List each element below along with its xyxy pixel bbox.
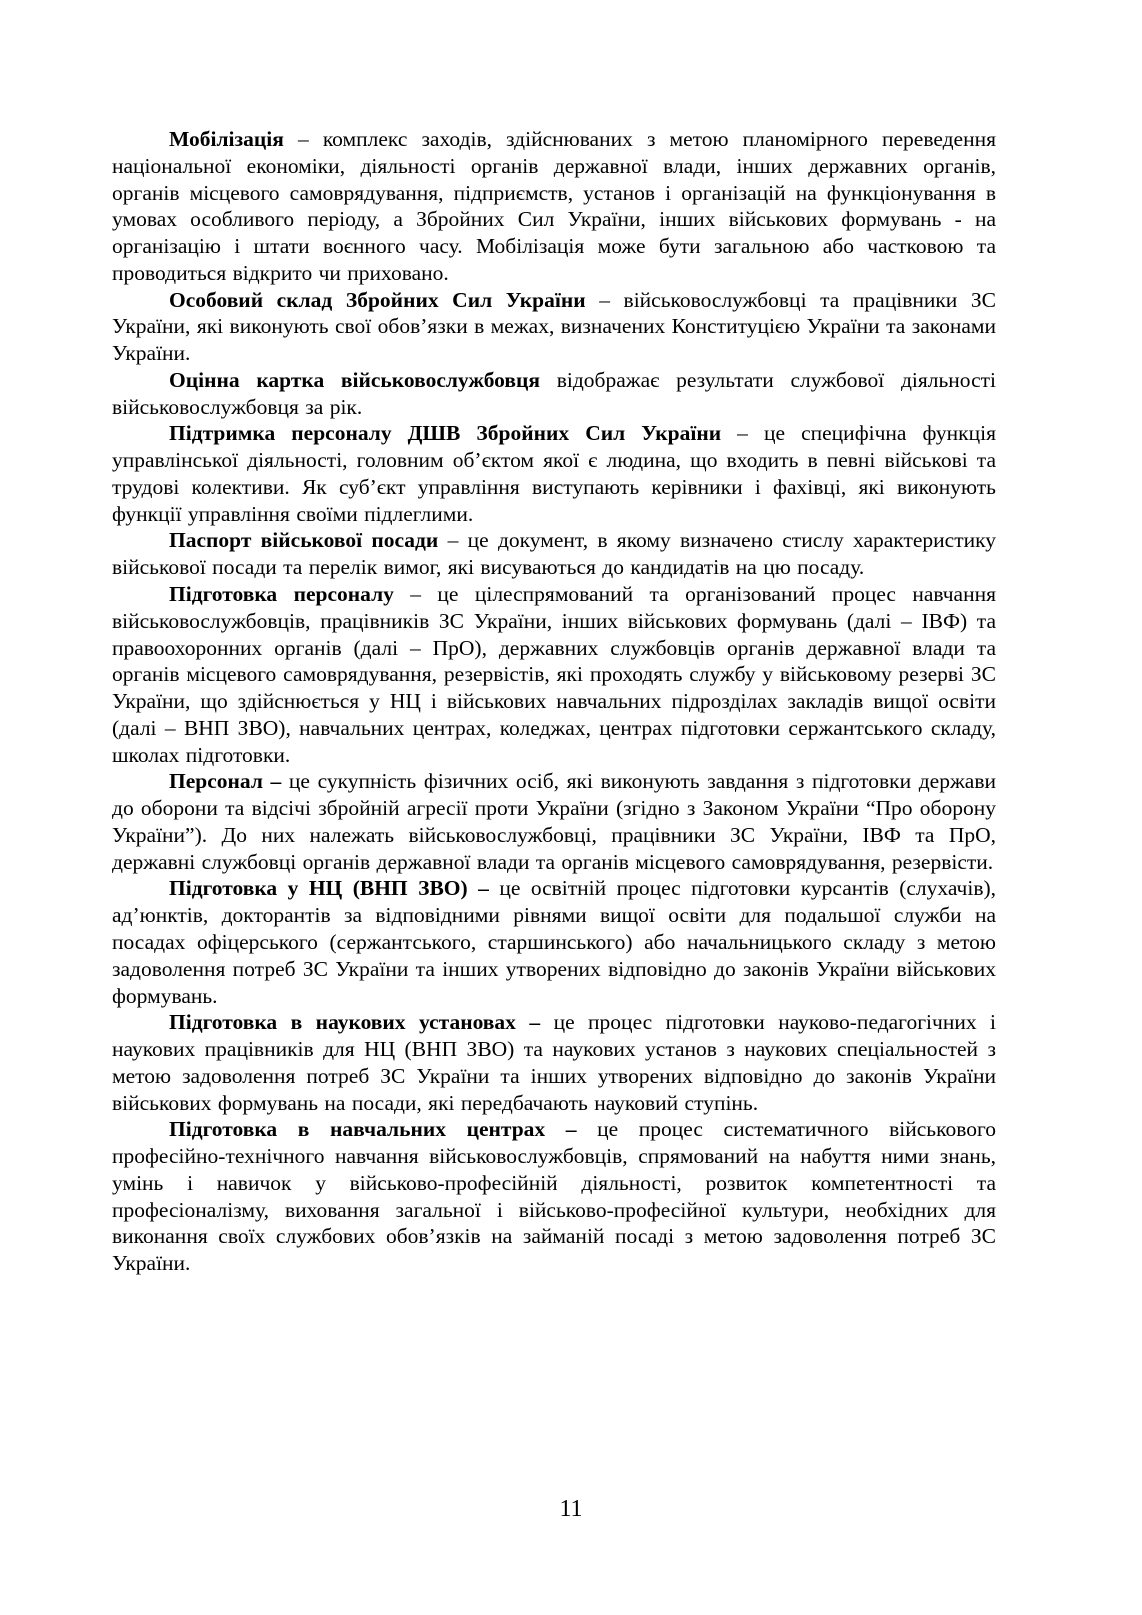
definition-term: Особовий склад Збройних Сил України — [169, 287, 586, 312]
definition-paragraph — [112, 1009, 996, 1116]
definition-text: відображає результати службової діяльності військовослужбовця за рік. — [112, 367, 996, 419]
definition-term: Підготовка в наукових установах – — [169, 1010, 541, 1035]
definition-paragraph — [112, 768, 996, 875]
definition-paragraph — [112, 367, 996, 421]
definition-term: Оцінна картка військовослужбовця — [169, 367, 541, 392]
definition-term: Підготовка персоналу — [169, 582, 394, 607]
definition-term: Паспорт військової посади — [169, 528, 439, 553]
definition-text: це сукупність фізичних осіб, які виконують завдання з підготовки держави до оборони та відсічі збройній агресії проти України (згідно з Законом України “Про оборону України”). До них належать військовослужбовці, працівники ЗС України, ІВФ та ПрО, державні службовці органів державної влади та органів місцевого самоврядування, резервісти. — [112, 769, 997, 874]
definition-term: Персонал – — [169, 769, 282, 794]
definition-text: – військовослужбовці та працівники ЗС України, які виконують свої обов’язки в межах, визначених Конституцією України та законами України. — [112, 287, 997, 366]
definition-text: – це цілеспрямований та організований процес навчання військовослужбовців, працівників ЗС України, інших військових формувань (далі – ІВФ) та правоохоронних органів (далі – ПрО), державних службовців органів державної влади та органів місцевого самоврядування, резервістів, які проходять службу у військовому резерві ЗС України, що здійснюється у НЦ і військових навчальних підрозділах закладів вищої освіти (далі – ВНП ЗВО), навчальних центрах, коледжах, центрах підготовки сержантського складу, школах підготовки. — [112, 582, 996, 767]
definition-text: – це документ, в якому визначено стислу характеристику військової посади та перелік вимог, які висуваються до кандидатів на цю посаду. — [112, 528, 997, 580]
definition-paragraph — [112, 287, 996, 367]
definition-text: – комплекс заходів, здійснюваних з метою планомірного переведення національної економіки, діяльності органів державної влади, інших державних органів, органів місцевого самоврядування, підприємств, установ і організацій на функціонування в умовах особливого періоду, а Збройних Сил України, інших військових формувань - на організацію і штати воєнного часу. Мобілізація може бути загальною або частковою та проводиться відкрито чи приховано. — [112, 127, 996, 285]
definition-text: – це специфічна функція управлінської діяльності, головним об’єктом якої є людина, що входить в певні військові та трудові колективи. Як суб’єкт управління виступають керівники і фахівці, які виконують функції управління своїми підлеглими. — [112, 421, 996, 526]
definition-paragraph — [112, 126, 996, 287]
definition-paragraph — [112, 420, 996, 527]
definition-text: це процес підготовки науково-педагогічних і наукових працівників для НЦ (ВНП ЗВО) та наукових установ з наукових спеціальностей з метою задоволення потреб ЗС України та інших утворених відповідно до законів України військових формувань на посади, які передбачають науковий ступінь. — [112, 1010, 996, 1115]
definition-paragraph — [112, 527, 996, 581]
definition-text: це процес систематичного військового професійно-технічного навчання військовослужбовців, спрямований на набуття ними знань, умінь і навичок у військово-професійній діяльності, розвиток компетентності та професіоналізму, виховання загальної і військово-професійної культури, необхідних для виконання своїх службових обов’язків на займаній посаді з метою задоволення потреб ЗС України. — [112, 1117, 996, 1276]
document-body — [112, 126, 996, 1277]
definition-term: Мобілізація — [169, 127, 284, 151]
definition-paragraph — [112, 581, 996, 768]
definition-paragraph — [112, 875, 996, 1009]
definition-paragraph — [112, 1116, 996, 1277]
definition-text: це освітній процес підготовки курсантів (слухачів), ад’юнктів, докторантів за відповідними рівнями вищої освіти для подальшої служби на посадах офіцерського (сержантського, старшинського) або начальницького складу з метою задоволення потреб ЗС України та інших утворених відповідно до законів України військових формувань. — [112, 876, 997, 1008]
definition-term: Підтримка персоналу ДШВ Збройних Сил України — [169, 421, 722, 446]
definition-term: Підготовка в навчальних центрах – — [169, 1117, 577, 1142]
definition-term: Підготовка у НЦ (ВНП ЗВО) – — [169, 876, 489, 901]
page-number: 11 — [559, 1496, 583, 1522]
